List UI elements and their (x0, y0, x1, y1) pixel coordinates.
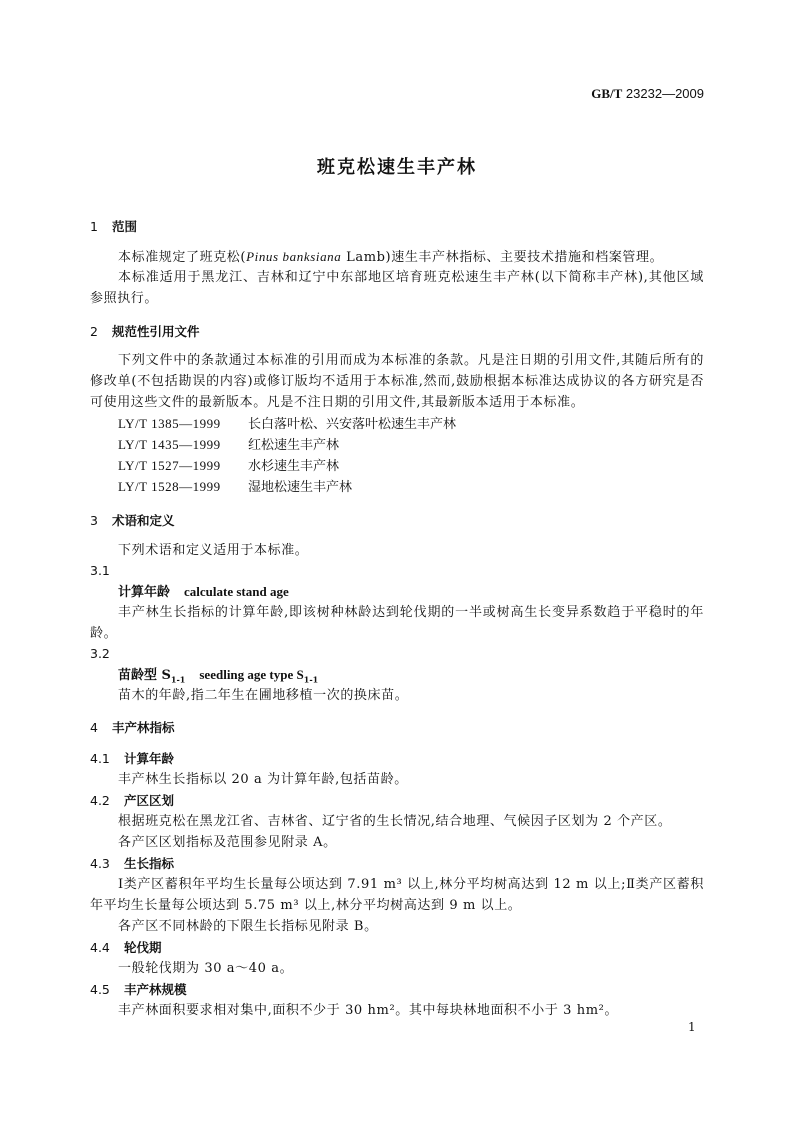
reference-item: LY/T 1528—1999 湿地松速生丰产林 (118, 479, 353, 495)
paragraph: 丰产林生长指标以 20 a 为计算年龄,包括苗龄。 (118, 772, 408, 787)
paragraph: 根据班克松在黑龙江省、吉林省、辽宁省的生长情况,结合地理、气候因子区划为 2 个产区。 (118, 814, 672, 829)
subsection-heading-4-1: 4.1 计算年龄 (90, 751, 175, 766)
section-heading-3: 3 术语和定义 (90, 513, 175, 528)
term-definition: 苗木的年龄,指二年生在圃地移植一次的换床苗。 (118, 688, 409, 703)
section-heading-4: 4 丰产林指标 (90, 720, 175, 735)
paragraph: 下列文件中的条款通过本标准的引用而成为本标准的条款。凡是注日期的引用文件,其随后所有的修改单(不包括勘误的内容)或修订版均不适用于本标准,然而,鼓励根据本标准达成协议的各方研究是否可使用这些文件的最新版本。凡是不注日期的引用文件,其最新版本适用于本标准。 (90, 353, 704, 410)
section-heading-1: 1 范围 (90, 219, 138, 234)
reference-item: LY/T 1435—1999 红松速生丰产林 (118, 437, 340, 453)
term-number: 3.1 (90, 563, 110, 578)
subsection-heading-4-3: 4.3 生长指标 (90, 856, 175, 871)
paragraph: 本标准适用于黑龙江、吉林和辽宁中东部地区培育班克松速生丰产林(以下简称丰产林),其他区域参照执行。 (90, 270, 704, 306)
term-title: 计算年龄 calculate stand age (118, 584, 289, 600)
paragraph: 一般轮伐期为 30 a～40 a。 (118, 961, 294, 976)
reference-item: LY/T 1385—1999 长白落叶松、兴安落叶松速生丰产林 (118, 416, 457, 432)
subsection-heading-4-2: 4.2 产区区划 (90, 793, 175, 808)
term-number: 3.2 (90, 646, 110, 661)
paragraph: 各产区不同林龄的下限生长指标见附录 B。 (118, 919, 378, 934)
term-title: 苗龄型 $S_{1-1}$ seedling age type $S_{1-1}$ (118, 667, 319, 685)
standard-prefix: GB/T (591, 86, 623, 101)
paragraph: 各产区区划指标及范围参见附录 A。 (118, 835, 337, 850)
paragraph: 本标准规定了班克松(Pinus banksiana Lamb)速生丰产林指标、主要技术措施和档案管理。 (118, 249, 664, 265)
standard-code: 23232—2009 (625, 86, 704, 101)
page-number: 1 (688, 1020, 696, 1034)
subsection-heading-4-4: 4.4 轮伐期 (90, 940, 162, 955)
subsection-heading-4-5: 4.5 丰产林规模 (90, 982, 187, 997)
term-definition: 丰产林生长指标的计算年龄,即该树种林龄达到轮伐期的一半或树高生长变异系数趋于平稳时的年龄。 (90, 605, 704, 641)
standard-number (591, 86, 704, 102)
section-heading-2: 2 规范性引用文件 (90, 324, 200, 339)
paragraph: 丰产林面积要求相对集中,面积不少于 30 hm²。其中每块林地面积不小于 3 hm²。 (118, 1003, 619, 1018)
paragraph: 下列术语和定义适用于本标准。 (118, 543, 309, 558)
page-title: 班克松速生丰产林 (317, 157, 477, 178)
latin-name: Pinus banksiana (246, 249, 342, 264)
reference-item: LY/T 1527—1999 水杉速生丰产林 (118, 458, 340, 474)
paragraph: Ⅰ类产区蓄积年平均生长量每公顷达到 7.91 m³ 以上,林分平均树高达到 12 m 以上;Ⅱ类产区蓄积年平均生长量每公顷达到 5.75 m³ 以上,林分平均树高达到 9 m 以上。 (90, 877, 704, 913)
